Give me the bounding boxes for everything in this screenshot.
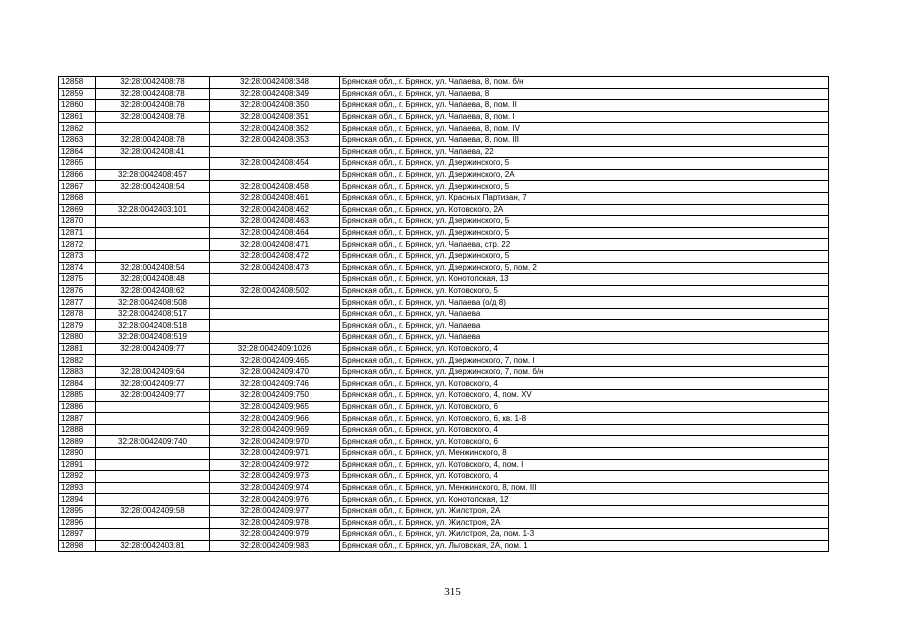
address-cell: Брянская обл., г. Брянск, ул. Жилстроя, 2А bbox=[340, 505, 829, 517]
object-cadastral-number-cell: 32:28:0042408:471 bbox=[210, 239, 340, 251]
row-number-cell: 12891 bbox=[59, 459, 96, 471]
object-cadastral-number-cell bbox=[210, 332, 340, 344]
address-cell: Брянская обл., г. Брянск, ул. Котовского, 6, кв. 1-8 bbox=[340, 413, 829, 425]
table-row bbox=[59, 401, 829, 413]
object-cadastral-number-cell: 32:28:0042409:965 bbox=[210, 401, 340, 413]
address-cell: Брянская обл., г. Брянск, ул. Дзержинского, 7, пом. I bbox=[340, 355, 829, 367]
address-cell: Брянская обл., г. Брянск, ул. Чапаева, 22 bbox=[340, 146, 829, 158]
address-cell: Брянская обл., г. Брянск, ул. Жилстроя, 2а, пом. 1-3 bbox=[340, 529, 829, 541]
object-cadastral-number-cell: 32:28:0042408:350 bbox=[210, 100, 340, 112]
table-row bbox=[59, 123, 829, 135]
address-cell: Брянская обл., г. Брянск, ул. Котовского, 6 bbox=[340, 436, 829, 448]
land-cadastral-number-cell: 32:28:0042408:457 bbox=[96, 169, 210, 181]
object-cadastral-number-cell: 32:28:0042409:1026 bbox=[210, 343, 340, 355]
table-row bbox=[59, 494, 829, 506]
table-row bbox=[59, 158, 829, 170]
object-cadastral-number-cell: 32:28:0042408:462 bbox=[210, 204, 340, 216]
address-cell: Брянская обл., г. Брянск, ул. Жилстроя, 2А bbox=[340, 517, 829, 529]
land-cadastral-number-cell: 32:28:0042408:54 bbox=[96, 181, 210, 193]
table-row bbox=[59, 343, 829, 355]
row-number-cell: 12859 bbox=[59, 88, 96, 100]
object-cadastral-number-cell: 32:28:0042409:976 bbox=[210, 494, 340, 506]
row-number-cell: 12896 bbox=[59, 517, 96, 529]
land-cadastral-number-cell bbox=[96, 517, 210, 529]
object-cadastral-number-cell: 32:28:0042409:470 bbox=[210, 366, 340, 378]
land-cadastral-number-cell bbox=[96, 494, 210, 506]
object-cadastral-number-cell: 32:28:0042408:458 bbox=[210, 181, 340, 193]
address-cell: Брянская обл., г. Брянск, ул. Чапаева bbox=[340, 320, 829, 332]
address-cell: Брянская обл., г. Брянск, ул. Чапаева, 8, пом. IV bbox=[340, 123, 829, 135]
land-cadastral-number-cell bbox=[96, 239, 210, 251]
table-row bbox=[59, 308, 829, 320]
row-number-cell: 12897 bbox=[59, 529, 96, 541]
row-number-cell: 12889 bbox=[59, 436, 96, 448]
table-row bbox=[59, 134, 829, 146]
land-cadastral-number-cell: 32:28:0042408:519 bbox=[96, 332, 210, 344]
land-cadastral-number-cell: 32:28:0042409:77 bbox=[96, 378, 210, 390]
row-number-cell: 12895 bbox=[59, 505, 96, 517]
row-number-cell: 12874 bbox=[59, 262, 96, 274]
address-cell: Брянская обл., г. Брянск, ул. Дзержинского, 5, пом. 2 bbox=[340, 262, 829, 274]
object-cadastral-number-cell: 32:28:0042408:348 bbox=[210, 77, 340, 89]
address-cell: Брянская обл., г. Брянск, ул. Котовского, 4, пом. I bbox=[340, 459, 829, 471]
address-cell: Брянская обл., г. Брянск, ул. Чапаева bbox=[340, 332, 829, 344]
land-cadastral-number-cell: 32:28:0042408:54 bbox=[96, 262, 210, 274]
address-cell: Брянская обл., г. Брянск, ул. Чапаева (о/д 8) bbox=[340, 297, 829, 309]
row-number-cell: 12883 bbox=[59, 366, 96, 378]
table-row bbox=[59, 100, 829, 112]
table-row bbox=[59, 146, 829, 158]
table-row bbox=[59, 332, 829, 344]
address-cell: Брянская обл., г. Брянск, ул. Дзержинского, 5 bbox=[340, 181, 829, 193]
row-number-cell: 12880 bbox=[59, 332, 96, 344]
row-number-cell: 12858 bbox=[59, 77, 96, 89]
object-cadastral-number-cell: 32:28:0042409:966 bbox=[210, 413, 340, 425]
object-cadastral-number-cell: 32:28:0042409:974 bbox=[210, 482, 340, 494]
land-cadastral-number-cell: 32:28:0042403:81 bbox=[96, 540, 210, 552]
object-cadastral-number-cell: 32:28:0042408:461 bbox=[210, 192, 340, 204]
land-cadastral-number-cell: 32:28:0042409:77 bbox=[96, 343, 210, 355]
object-cadastral-number-cell: 32:28:0042409:972 bbox=[210, 459, 340, 471]
address-cell: Брянская обл., г. Брянск, ул. Конотопская, 12 bbox=[340, 494, 829, 506]
table-row bbox=[59, 366, 829, 378]
object-cadastral-number-cell bbox=[210, 169, 340, 181]
table-row bbox=[59, 378, 829, 390]
table-row bbox=[59, 169, 829, 181]
land-cadastral-number-cell bbox=[96, 355, 210, 367]
row-number-cell: 12879 bbox=[59, 320, 96, 332]
table-row bbox=[59, 529, 829, 541]
table-row bbox=[59, 355, 829, 367]
land-cadastral-number-cell: 32:28:0042408:508 bbox=[96, 297, 210, 309]
row-number-cell: 12887 bbox=[59, 413, 96, 425]
row-number-cell: 12876 bbox=[59, 285, 96, 297]
address-cell: Брянская обл., г. Брянск, ул. Чапаева, 8, пом. б/н bbox=[340, 77, 829, 89]
table-row bbox=[59, 262, 829, 274]
row-number-cell: 12861 bbox=[59, 111, 96, 123]
row-number-cell: 12890 bbox=[59, 448, 96, 460]
row-number-cell: 12886 bbox=[59, 401, 96, 413]
row-number-cell: 12882 bbox=[59, 355, 96, 367]
row-number-cell: 12866 bbox=[59, 169, 96, 181]
row-number-cell: 12888 bbox=[59, 424, 96, 436]
object-cadastral-number-cell: 32:28:0042409:978 bbox=[210, 517, 340, 529]
registry-table bbox=[58, 76, 829, 552]
address-cell: Брянская обл., г. Брянск, ул. Дзержинского, 5 bbox=[340, 158, 829, 170]
row-number-cell: 12884 bbox=[59, 378, 96, 390]
row-number-cell: 12877 bbox=[59, 297, 96, 309]
row-number-cell: 12873 bbox=[59, 250, 96, 262]
object-cadastral-number-cell: 32:28:0042408:502 bbox=[210, 285, 340, 297]
land-cadastral-number-cell bbox=[96, 250, 210, 262]
object-cadastral-number-cell: 32:28:0042409:746 bbox=[210, 378, 340, 390]
object-cadastral-number-cell: 32:28:0042408:454 bbox=[210, 158, 340, 170]
land-cadastral-number-cell bbox=[96, 216, 210, 228]
land-cadastral-number-cell: 32:28:0042409:64 bbox=[96, 366, 210, 378]
row-number-cell: 12881 bbox=[59, 343, 96, 355]
page-number: 315 bbox=[444, 586, 461, 598]
table-row bbox=[59, 216, 829, 228]
land-cadastral-number-cell: 32:28:0042408:62 bbox=[96, 285, 210, 297]
row-number-cell: 12868 bbox=[59, 192, 96, 204]
land-cadastral-number-cell: 32:28:0042408:78 bbox=[96, 88, 210, 100]
object-cadastral-number-cell: 32:28:0042408:463 bbox=[210, 216, 340, 228]
row-number-cell: 12863 bbox=[59, 134, 96, 146]
table-row bbox=[59, 517, 829, 529]
address-cell: Брянская обл., г. Брянск, ул. Чапаева, 8, пом. III bbox=[340, 134, 829, 146]
object-cadastral-number-cell: 32:28:0042409:983 bbox=[210, 540, 340, 552]
row-number-cell: 12871 bbox=[59, 227, 96, 239]
land-cadastral-number-cell: 32:28:0042408:41 bbox=[96, 146, 210, 158]
address-cell: Брянская обл., г. Брянск, ул. Чапаева bbox=[340, 308, 829, 320]
row-number-cell: 12867 bbox=[59, 181, 96, 193]
land-cadastral-number-cell: 32:28:0042403:101 bbox=[96, 204, 210, 216]
table-row bbox=[59, 77, 829, 89]
land-cadastral-number-cell: 32:28:0042408:518 bbox=[96, 320, 210, 332]
address-cell: Брянская обл., г. Брянск, ул. Котовского, 6 bbox=[340, 401, 829, 413]
land-cadastral-number-cell bbox=[96, 413, 210, 425]
land-cadastral-number-cell: 32:28:0042408:78 bbox=[96, 111, 210, 123]
object-cadastral-number-cell: 32:28:0042408:349 bbox=[210, 88, 340, 100]
table-row bbox=[59, 227, 829, 239]
object-cadastral-number-cell bbox=[210, 297, 340, 309]
address-cell: Брянская обл., г. Брянск, ул. Чапаева, 8, пом. I bbox=[340, 111, 829, 123]
land-cadastral-number-cell bbox=[96, 158, 210, 170]
table-row bbox=[59, 413, 829, 425]
land-cadastral-number-cell bbox=[96, 448, 210, 460]
object-cadastral-number-cell: 32:28:0042409:977 bbox=[210, 505, 340, 517]
table-row bbox=[59, 88, 829, 100]
table-row bbox=[59, 192, 829, 204]
table-row bbox=[59, 274, 829, 286]
object-cadastral-number-cell: 32:28:0042408:472 bbox=[210, 250, 340, 262]
row-number-cell: 12878 bbox=[59, 308, 96, 320]
table-row bbox=[59, 297, 829, 309]
object-cadastral-number-cell: 32:28:0042408:351 bbox=[210, 111, 340, 123]
row-number-cell: 12875 bbox=[59, 274, 96, 286]
object-cadastral-number-cell: 32:28:0042409:973 bbox=[210, 471, 340, 483]
land-cadastral-number-cell: 32:28:0042409:740 bbox=[96, 436, 210, 448]
address-cell: Брянская обл., г. Брянск, ул. Дзержинского, 2А bbox=[340, 169, 829, 181]
address-cell: Брянская обл., г. Брянск, ул. Дзержинского, 5 bbox=[340, 227, 829, 239]
table-row bbox=[59, 111, 829, 123]
table-row bbox=[59, 250, 829, 262]
row-number-cell: 12885 bbox=[59, 390, 96, 402]
object-cadastral-number-cell bbox=[210, 308, 340, 320]
table-row bbox=[59, 204, 829, 216]
table-row bbox=[59, 540, 829, 552]
row-number-cell: 12894 bbox=[59, 494, 96, 506]
object-cadastral-number-cell: 32:28:0042409:979 bbox=[210, 529, 340, 541]
address-cell: Брянская обл., г. Брянск, ул. Котовского, 4 bbox=[340, 343, 829, 355]
object-cadastral-number-cell bbox=[210, 320, 340, 332]
land-cadastral-number-cell bbox=[96, 471, 210, 483]
row-number-cell: 12864 bbox=[59, 146, 96, 158]
row-number-cell: 12898 bbox=[59, 540, 96, 552]
table-row bbox=[59, 482, 829, 494]
land-cadastral-number-cell bbox=[96, 401, 210, 413]
address-cell: Брянская обл., г. Брянск, ул. Котовского, 5 bbox=[340, 285, 829, 297]
table-row bbox=[59, 459, 829, 471]
address-cell: Брянская обл., г. Брянск, ул. Чапаева, стр. 22 bbox=[340, 239, 829, 251]
address-cell: Брянская обл., г. Брянск, ул. Чапаева, 8, пом. II bbox=[340, 100, 829, 112]
land-cadastral-number-cell: 32:28:0042409:77 bbox=[96, 390, 210, 402]
land-cadastral-number-cell: 32:28:0042408:517 bbox=[96, 308, 210, 320]
row-number-cell: 12893 bbox=[59, 482, 96, 494]
object-cadastral-number-cell: 32:28:0042408:352 bbox=[210, 123, 340, 135]
land-cadastral-number-cell: 32:28:0042409:58 bbox=[96, 505, 210, 517]
table-row bbox=[59, 285, 829, 297]
land-cadastral-number-cell: 32:28:0042408:78 bbox=[96, 134, 210, 146]
row-number-cell: 12860 bbox=[59, 100, 96, 112]
land-cadastral-number-cell bbox=[96, 227, 210, 239]
address-cell: Брянская обл., г. Брянск, ул. Котовского, 2А bbox=[340, 204, 829, 216]
object-cadastral-number-cell bbox=[210, 274, 340, 286]
address-cell: Брянская обл., г. Брянск, ул. Льговская, 2А, пом. 1 bbox=[340, 540, 829, 552]
row-number-cell: 12862 bbox=[59, 123, 96, 135]
land-cadastral-number-cell: 32:28:0042408:78 bbox=[96, 77, 210, 89]
object-cadastral-number-cell: 32:28:0042409:971 bbox=[210, 448, 340, 460]
address-cell: Брянская обл., г. Брянск, ул. Чапаева, 8 bbox=[340, 88, 829, 100]
object-cadastral-number-cell: 32:28:0042408:464 bbox=[210, 227, 340, 239]
object-cadastral-number-cell: 32:28:0042408:353 bbox=[210, 134, 340, 146]
object-cadastral-number-cell bbox=[210, 146, 340, 158]
land-cadastral-number-cell: 32:28:0042408:78 bbox=[96, 100, 210, 112]
address-cell: Брянская обл., г. Брянск, ул. Котовского, 4, пом. XV bbox=[340, 390, 829, 402]
address-cell: Брянская обл., г. Брянск, ул. Менжинского, 8 bbox=[340, 448, 829, 460]
table-row bbox=[59, 181, 829, 193]
registry-table-body bbox=[59, 77, 829, 552]
address-cell: Брянская обл., г. Брянск, ул. Котовского, 4 bbox=[340, 424, 829, 436]
table-row bbox=[59, 390, 829, 402]
object-cadastral-number-cell: 32:28:0042408:473 bbox=[210, 262, 340, 274]
land-cadastral-number-cell bbox=[96, 459, 210, 471]
row-number-cell: 12892 bbox=[59, 471, 96, 483]
land-cadastral-number-cell bbox=[96, 192, 210, 204]
row-number-cell: 12872 bbox=[59, 239, 96, 251]
object-cadastral-number-cell: 32:28:0042409:465 bbox=[210, 355, 340, 367]
object-cadastral-number-cell: 32:28:0042409:750 bbox=[210, 390, 340, 402]
table-row bbox=[59, 505, 829, 517]
land-cadastral-number-cell bbox=[96, 529, 210, 541]
row-number-cell: 12870 bbox=[59, 216, 96, 228]
address-cell: Брянская обл., г. Брянск, ул. Конотопская, 13 bbox=[340, 274, 829, 286]
land-cadastral-number-cell bbox=[96, 123, 210, 135]
address-cell: Брянская обл., г. Брянск, ул. Дзержинского, 5 bbox=[340, 250, 829, 262]
table-row bbox=[59, 436, 829, 448]
object-cadastral-number-cell: 32:28:0042409:970 bbox=[210, 436, 340, 448]
address-cell: Брянская обл., г. Брянск, ул. Менжинского, 8, пом. III bbox=[340, 482, 829, 494]
table-row bbox=[59, 239, 829, 251]
table-row bbox=[59, 424, 829, 436]
address-cell: Брянская обл., г. Брянск, ул. Котовского, 4 bbox=[340, 471, 829, 483]
table-row bbox=[59, 471, 829, 483]
land-cadastral-number-cell bbox=[96, 424, 210, 436]
address-cell: Брянская обл., г. Брянск, ул. Котовского, 4 bbox=[340, 378, 829, 390]
object-cadastral-number-cell: 32:28:0042409:969 bbox=[210, 424, 340, 436]
land-cadastral-number-cell bbox=[96, 482, 210, 494]
address-cell: Брянская обл., г. Брянск, ул. Дзержинского, 5 bbox=[340, 216, 829, 228]
row-number-cell: 12869 bbox=[59, 204, 96, 216]
row-number-cell: 12865 bbox=[59, 158, 96, 170]
address-cell: Брянская обл., г. Брянск, ул. Красных Партизан, 7 bbox=[340, 192, 829, 204]
land-cadastral-number-cell: 32:28:0042408:48 bbox=[96, 274, 210, 286]
address-cell: Брянская обл., г. Брянск, ул. Дзержинского, 7, пом. б/н bbox=[340, 366, 829, 378]
table-row bbox=[59, 448, 829, 460]
table-row bbox=[59, 320, 829, 332]
